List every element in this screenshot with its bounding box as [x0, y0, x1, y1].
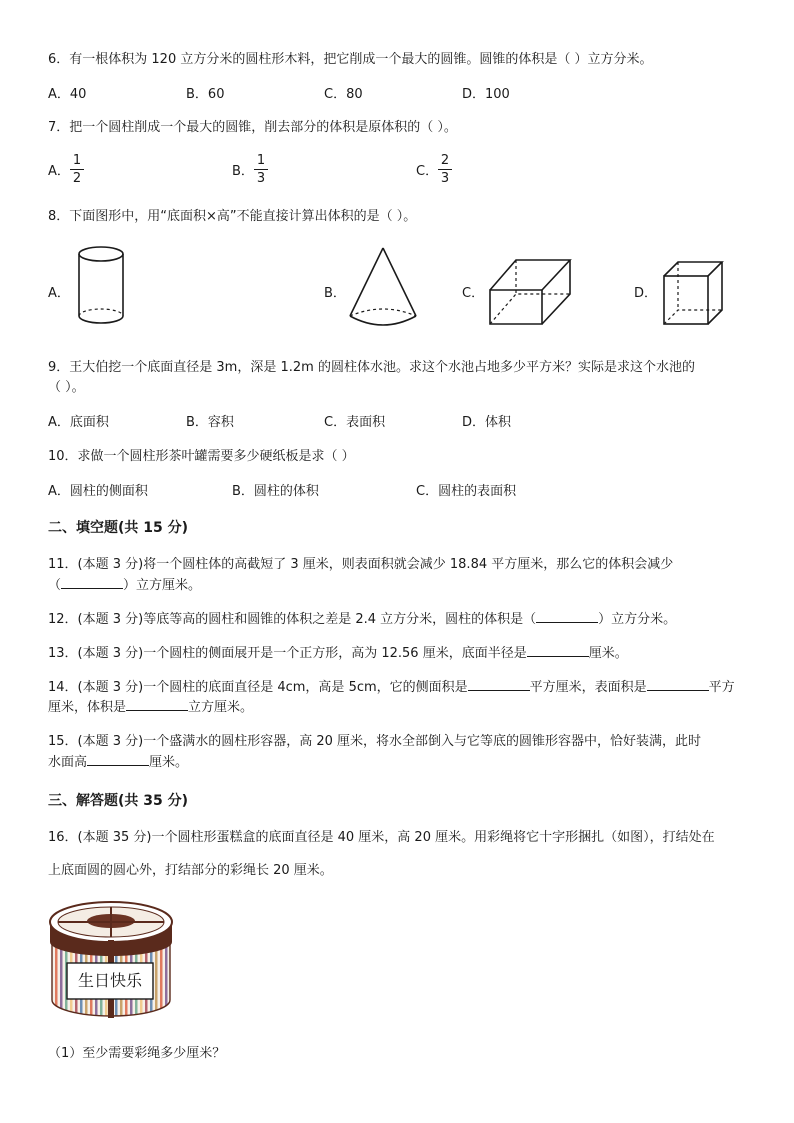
q8-option-b-label: B．	[324, 286, 346, 301]
q12-answer-blank[interactable]	[536, 610, 598, 623]
q6-option-c: C．80	[324, 87, 363, 102]
q15-text-a: 水面高	[48, 755, 88, 770]
question-16-part-1: （1）至少需要彩绳多少厘米？	[48, 1046, 226, 1061]
cake-label-text: 生日快乐	[77, 971, 142, 990]
q6-option-d: D．100	[462, 87, 510, 102]
question-8-text: 8．下面图形中，用“底面积×高”不能直接计算出体积的是（ ）。	[48, 209, 417, 224]
fraction-numerator: 2	[440, 153, 450, 168]
q14-text-b: 平方厘米，表面积是	[529, 680, 647, 695]
question-15-text-cont	[48, 753, 188, 772]
q11-paren-open: （	[48, 578, 62, 593]
q11-answer-blank[interactable]	[61, 576, 123, 589]
q10-option-a: A．圆柱的侧面积	[48, 484, 148, 499]
q7-option-c-fraction	[438, 153, 452, 186]
q13-text-b: 厘米。	[588, 646, 628, 661]
question-10-text: 10．求做一个圆柱形茶叶罐需要多少硬纸板是求（ ）	[48, 449, 355, 464]
q9-option-b: B．容积	[186, 415, 234, 430]
q15-answer-blank[interactable]	[87, 753, 149, 766]
question-13-text	[48, 644, 628, 663]
question-12-text	[48, 610, 676, 629]
fraction-denominator: 3	[256, 171, 266, 186]
q7-option-c-label: C．	[416, 164, 439, 179]
cake-stripe	[165, 936, 168, 1022]
q12-text-b: ）立方分米。	[598, 612, 677, 627]
cake-box-illustration	[48, 896, 174, 1022]
fraction-numerator: 1	[72, 153, 82, 168]
question-15-text: 15．(本题 3 分)一个盛满水的圆柱形容器，高 20 厘米，将水全部倒入与它等底的圆锥形容器中，恰好装满，此时	[48, 734, 702, 749]
fraction-denominator: 3	[440, 171, 450, 186]
q14-text-c: 平方	[708, 680, 735, 695]
section-3-heading: 三、解答题(共 35 分)	[48, 793, 189, 809]
question-16-text-cont: 上底面圆的圆心外，打结部分的彩绳长 20 厘米。	[48, 863, 333, 878]
q6-option-b: B．60	[186, 87, 225, 102]
fraction-denominator: 2	[72, 171, 82, 186]
q9-option-a: A．底面积	[48, 415, 109, 430]
q14-blank-lateral[interactable]	[468, 678, 530, 691]
question-6-text: 6．有一根体积为 120 立方分米的圆柱形木料，把它削成一个最大的圆锥。圆锥的体积是（ ）立方分米。	[48, 52, 653, 67]
fraction-numerator: 1	[256, 153, 266, 168]
q14-text-d: 厘米，体积是	[48, 700, 127, 715]
q9-option-d: D．体积	[462, 415, 512, 430]
q7-option-a-fraction	[70, 153, 84, 186]
q7-option-a-label: A．	[48, 164, 70, 179]
q14-text-e: 立方厘米。	[188, 700, 254, 715]
question-7-text: 7．把一个圆柱削成一个最大的圆锥，削去部分的体积是原体积的（ ）。	[48, 120, 457, 135]
q14-text-a: 14．(本题 3 分)一个圆柱的底面直径是 4cm，高是 5cm，它的侧面积是	[48, 680, 468, 695]
section-2-heading: 二、填空题(共 15 分)	[48, 520, 189, 536]
q14-blank-volume[interactable]	[126, 698, 188, 711]
question-16-text: 16．(本题 35 分)一个圆柱形蛋糕盒的底面直径是 40 厘米，高 20 厘米。用彩绳将它十字形捆扎（如图），打结处在	[48, 830, 715, 845]
q8-option-c-label: C．	[462, 286, 485, 301]
q9-option-c: C．表面积	[324, 415, 386, 430]
rectangular-prism-figure	[486, 254, 576, 328]
q14-blank-surface[interactable]	[647, 678, 709, 691]
q11-paren-close: ）立方厘米。	[123, 578, 202, 593]
question-9-text-cont: （ ）。	[48, 380, 85, 395]
q13-text-a: 13．(本题 3 分)一个圆柱的侧面展开是一个正方形，高为 12.56 厘米，底面半径是	[48, 646, 527, 661]
cube-figure	[660, 258, 726, 328]
q12-text-a: 12．(本题 3 分)等底等高的圆柱和圆锥的体积之差是 2.4 立方分米，圆柱的体积是（	[48, 612, 537, 627]
q6-option-a: A．40	[48, 87, 87, 102]
cake-stripe	[55, 936, 58, 1022]
question-9-text: 9．王大伯挖一个底面直径是 3m，深是 1.2m 的圆柱体水池。求这个水池占地多少平方米？实际是求这个水池的	[48, 360, 695, 375]
q10-option-c: C．圆柱的表面积	[416, 484, 517, 499]
q8-option-d-label: D．	[634, 286, 658, 301]
question-11-text-cont	[48, 576, 201, 595]
q7-option-b-label: B．	[232, 164, 254, 179]
cone-figure	[346, 244, 420, 330]
q13-answer-blank[interactable]	[527, 644, 589, 657]
q8-option-a-label: A．	[48, 286, 70, 301]
question-11-text: 11．(本题 3 分)将一个圆柱体的高截短了 3 厘米，则表面积就会减少 18.84 平方厘米，那么它的体积会减少	[48, 557, 674, 572]
cylinder-figure	[74, 244, 128, 330]
q7-option-b-fraction	[254, 153, 268, 186]
question-14-text-cont	[48, 698, 253, 717]
q15-text-b: 厘米。	[149, 755, 189, 770]
q10-option-b: B．圆柱的体积	[232, 484, 319, 499]
question-14-text	[48, 678, 735, 697]
